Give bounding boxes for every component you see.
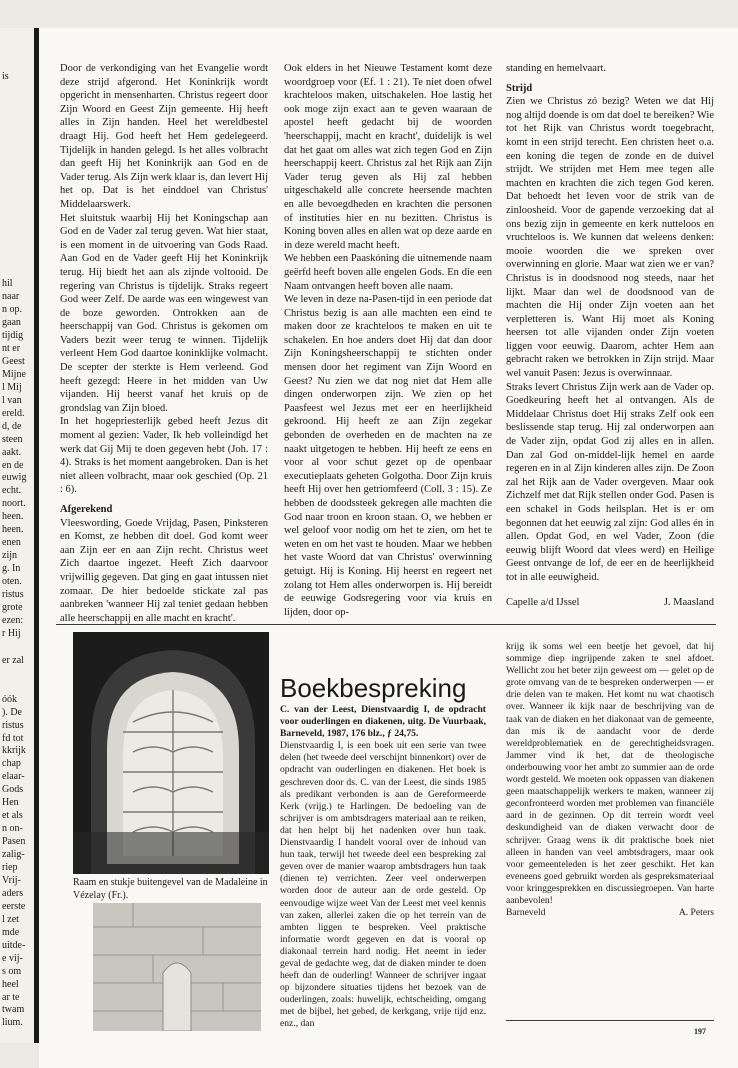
window-photo-second	[93, 903, 261, 1031]
previous-page-fragment: echt.	[2, 485, 22, 497]
paragraph: Het sluitstuk waarbij Hij het Koningschap aan God en de Vader zal terug geven. Wat hier staat, is een moment in de uitvoering van Gods Raad. Aan God en de Vader geeft Hij het Koninkrijk terug. Hij biedt het aan als zijnde voltooid. De regering van Christus is tijdelijk. Straks regeert God weer Zelf. De aarde was een wingewest van de boze geworden. Ontrokken aan de heerschappij van God. Christus is gekomen om Vaders bezit weer terug te winnen. Tijdelijk verleent Hem God daartoe koninklijke volmacht. De scepter der sterkte is Hem verleend. God heeft gezegd: Heere in het midden van Uw vijanden. Hij heerst vanaf het kruis op de grondslag van Zijn bloed.	[60, 212, 268, 414]
previous-page-fragment: d, de	[2, 420, 22, 432]
previous-page-fragment: grote	[2, 601, 23, 613]
paragraph: Vleeswording, Goede Vrijdag, Pasen, Pinksteren en Komst, ze hebben dit doel. God komt weer aan Zijn eer en aan Zijn recht. Christus weet Zich daartoe ingezet. Heeft Zich daarvoor vrijwillig gegeven. Dat ging en gaat intussen niet zomaar. De hier bedoelde stickate zal pas aanbreken 'wanneer Hij zal teniet gedaan hebben alle heerschappij en alle macht en kracht'.	[60, 517, 268, 624]
previous-page-fragment: uitde-	[2, 939, 26, 951]
previous-page-fragment: óók	[2, 693, 17, 705]
previous-page-fragment: Pasen	[2, 836, 26, 848]
review-citation: C. van der Leest, Dienstvaardig I, de opdracht voor ouderlingen en diakenen, uitg. De Vuurbaak, Barneveld, 1987, 176 blz., ƒ 24,75.	[280, 704, 486, 740]
review-column-2	[506, 641, 714, 919]
paragraph: Straks levert Christus Zijn werk aan de Vader op. Goedkeuring heeft het al ontvangen. Als de Middelaar Christus doet Hij straks Zelf ook een beslissende stap terug. Hij zal onderworpen aan de Vader zijn, opdat God zij alles en in allen. Dan zal God on-middel-lijk hemel en aarde regeren en in al Zijn kinderen alles zijn. De Zoon zal het Rijk aan de Vader overgeven. Maar ook Zichzelf met dat Rijk stellen onder God. Pasen is een schakel in Gods heilsplan. Het is er om begonnen dat het eeuwig zal zijn: God alles én in allen. Opdat God, en wel Vader, Zoon (die eeuwig blijft Woord dat vlees werd) en Heilige Geest ontvange de lof, de eer en de heerlijkheid tot in alle eeuwigheid.	[506, 381, 714, 583]
previous-page-fragment: ar te	[2, 991, 20, 1003]
previous-page-fragment: twam	[2, 1004, 25, 1016]
previous-page-fragment: s om	[2, 965, 22, 977]
photo-caption: Raam en stukje buitengevel van de Madaleine in Vézelay (Fr.).	[73, 877, 268, 901]
previous-page-fragment: oten.	[2, 576, 22, 588]
previous-page-fragment: enen	[2, 537, 21, 549]
previous-page-fragment: steen	[2, 433, 23, 445]
previous-page-fragment: naar	[2, 291, 20, 303]
previous-page-fragment: riep	[2, 862, 18, 873]
previous-page-fragment: Geest	[2, 355, 25, 367]
paragraph: Ook elders in het Nieuwe Testament komt deze woordgroep voor (Ef. 1 : 21). Te niet doen ofwel krachteloos maken, uitschakelen. Hoe lastig het ook moge zijn exact aan te geven waaraan de apostel heeft gedacht bij de woorden 'heerschappij, macht en kracht', duidelijk is wel dat het gaat om alles wat zich tegen God en Zijn heerschappij keert. Christus zal het Rijk aan Zijn Vader terug geven als Hij zal hebben uitgeschakeld alle concrete heersende machten en alle bevoegdheden en krachten die personen of instituties hier en nu bezitten. Christus is Koning boven alles en allen wat op deze aarde en in deze wereld macht heeft.	[284, 63, 492, 251]
previous-page-fragment: kkrijk	[2, 745, 26, 757]
previous-page-fragment: zalig-	[2, 849, 25, 861]
previous-page-fragment: aakt.	[2, 446, 22, 458]
paragraph: Zien we Christus zó bezig? Weten we dat Hij nog altijd doende is om dat doel te bereiken? Wie tot het Rijk van Christus wordt toegebracht, komt in een strijd terecht. Een christen heet o.a. een koning die tegen de zonde en de duivel strijdt. We strijden met Hem mee tegen alle machten en krachten die zich tegen God keren. Dat behoedt het leven voor de strik van de zinloosheid. Voor de gapende verzoeking dat al ons bezig zijn in gemeente en kerk nutteloos en vruchteloos is. We kunnen dat weleens denken: mooie woorden die we spreken over overwinning en glorie. Maar wat zien we er van? Christus is in doodsnood nog steeds, naar het lijkt. Maar dan wel de doodsnood van de machten die Hij onder Zijn voeten aan het verpletteren is. Want Hij moet als Koning heersen tot alle vijanden onder Zijn voeten liggen voor eeuwig. Daarom, achter Hem aan gebracht raken we betrokken in Zijn strijd. Maar wel vanuit Pasen: Jezus is overwinnaar.	[506, 96, 714, 380]
previous-page-fragment: euwig	[2, 472, 27, 484]
previous-page-fragment: ). De	[2, 706, 22, 718]
previous-page-fragment: Mijne	[2, 368, 26, 380]
paragraph: In het hogepriesterlijk gebed heeft Jezus dit moment al gezien: Vader, Ik heb volleindigd het werk dat Gij Mij te doen gegeven hebt (Joh. 17 : 4). Straks is het moment aangebroken. Dan is het niet alleen volbracht, maar ook geschied (Op. 21 : 6).	[60, 416, 268, 496]
window-illustration	[73, 632, 269, 874]
church-window-photo	[73, 632, 269, 874]
previous-page-fragment: ereld.	[2, 407, 25, 419]
signature-place: Capelle a/d IJssel	[506, 596, 580, 608]
previous-page-fragment: e vij-	[2, 952, 23, 964]
previous-page-fragment: lium.	[2, 1017, 23, 1029]
previous-page-fragment: hil	[2, 278, 13, 290]
signature-author: J. Maasland	[663, 596, 714, 608]
previous-page-fragment: Gods	[2, 784, 24, 796]
previous-page-fragment: g. In	[2, 563, 21, 575]
footer-rule	[506, 1020, 714, 1021]
review-signature-author: A. Peters	[678, 907, 714, 919]
window-detail-illustration	[93, 903, 261, 1031]
previous-page-fragment: ezen:	[2, 614, 24, 626]
article-column-2	[284, 62, 492, 619]
previous-page-fragment: l van	[2, 394, 22, 406]
section-divider	[56, 624, 716, 625]
previous-page-fragment: ristus	[2, 719, 24, 731]
article-signature	[506, 596, 714, 610]
page-number: 197	[694, 1027, 706, 1036]
previous-page-fragment: eerste	[2, 900, 26, 912]
previous-page-fragment: heen.	[2, 511, 24, 523]
previous-page-fragment: Hen	[2, 797, 19, 809]
previous-page-fragment: nt er	[2, 342, 21, 354]
previous-page-fragment: r Hij	[2, 627, 21, 639]
previous-page-fragment: gaan	[2, 317, 21, 329]
previous-page-fragment: er zal	[2, 654, 24, 666]
previous-page-edge	[0, 28, 34, 1043]
previous-page-fragment: is	[2, 71, 9, 82]
previous-page-fragment: elaar-	[2, 771, 25, 783]
previous-page-fragment: en de	[2, 459, 24, 471]
paragraph: We hebben een Paaskóning die uitnemende naam geërfd heeft boven alle engelen Gods. En die een Naam ontvangen heeft boven alle naam.	[284, 253, 492, 292]
previous-page-fragment: tijdig	[2, 330, 24, 341]
previous-page-fragment: ristus	[2, 589, 24, 600]
review-body: Dienstvaardig I, is een boek uit een serie van twee delen (het tweede deel verschijnt binnenkort) over de opdracht van ouderlingen en diakenen. Het boek is geschreven door ds. C. van der Leest, die sinds 1985 als predikant verbonden is aan de Gereformeerde Kerk (vrijg.) te Harlingen. De bedoeling van de schrijver is om ambtsdragers materiaal aan te reiken, dat hen helpt bij het nadenken over hun taak. Dienstvaardig I handelt vooral over de inhoud van hun taak, terwijl het tweede deel een bespreking zal geven over de manier waarop ambtsdragers hun taak (dienen te) verrichten. Zeer veel onderwerpen worden door de auteur aan de orde gesteld. Op eenvoudige wijze weet Van der Leest met veel kennis van zaken, allerlei zaken die op het terrein van de ambten liggen te bespreken. Veel praktische informatie wordt gegeven en dat is vooral op diakonaal terrein hard nodig. Het neemt in ieder geval de gedachte weg, dat de diaken minder te doen heeft dan de ouderling! Wanneer de schrijver ingaat op bijzondere situaties tijdens het bezoek van de ouderlingen, zoals: huwelijk, echtscheiding, omgang met de bijbel, het gebed, de kerkgang, vrije tijd enz. enz., dan	[280, 740, 486, 1030]
previous-page-fragment: n op.	[2, 304, 22, 316]
section-heading: Afgerekend	[60, 504, 113, 515]
paragraph: Door de verkondiging van het Evangelie wordt deze strijd afgerond. Het Koninkrijk wordt opgericht in mensenharten. Christus regeert door Zijn Woord en Geest Zijn gemeente. Hij heeft alles in Zijn handen. Heel het wereldbestel draagt Hij. God heeft het Hem gedelegeerd. Tijdelijk in handen gelegd. Is het alles volbracht dan geeft Hij het Koninkrijk aan God en de Vader terug. Als Zijn werk klaar is, dan levert Hij het op. Dat is het einddoel van Christus' Middelaarswerk.	[60, 63, 268, 210]
previous-page-fragment: mde	[2, 926, 20, 938]
article-column-1	[60, 62, 268, 625]
previous-page-fragment: l zet	[2, 913, 19, 925]
previous-page-fragment: Vrij-	[2, 874, 21, 886]
previous-page-fragment: fd tot	[2, 732, 24, 744]
section-heading: Strijd	[506, 82, 533, 94]
previous-page-fragment: n on-	[2, 823, 23, 835]
review-body: krijg ik soms wel een beetje het gevoel, dat hij sommige diep ingrijpende zaken te snel afdoet. Wellicht zou het beter zijn geweest om — gelet op de grote omvang van de te bespreken onderwerpen — er drie delen van te maken. Het komt nu wat chaotisch over. Wanneer ik kijk naar de beschrijving van de taak van de diaken en het diakonaat van de gemeente, dan mis ik de aandacht voor de derde wereldproblematiek en de gerechtigheidsvragen. Jammer vind ik het, dat de theologische onderbouwing voor het ambt zo summier aan de orde wordt gesteld. We moeten ook oppassen van diakenen geen maatschappelijk werkers te maken, wanneer zij geconfronteerd worden met problemen van financiële aard in de gezinnen. Op dit terrein wordt veel deskundigheid van de diaken verwacht door de schrijver. Graag wens ik dit praktische boek niet alleen in handen van veel ambtsdragers, maar ook voor gemeenteleden is het zeer geschikt. Het kan eveneens goed gebruikt worden als gespreksmateriaal voor kringgesprekken en discussiegroepen. Van harte aanbevolen!	[506, 641, 714, 906]
review-signature	[506, 907, 714, 919]
article-column-3	[506, 62, 714, 609]
paragraph: We leven in deze na-Pasen-tijd in een periode dat Christus bezig is aan alle machten een eind te maken door ze krachteloos te maken en uit te schakelen. En hoe anders doet Hij dat dan door Zijn Koningsheerschappij te stichten onder mensen door het regiment van Zijn Woord en Geest? Nu zien we dat nog niet dat Hem alle dingen onderworpen zijn. We zien op het Paasfeest wel Jezus met eer en heerlijkheid gekroond. Hij heeft ze aan Zijn zegekar gebonden de overheden en de machten na ze naakt uitgetogen te hebben. Hij heeft ze eens en voor al voor schut gezet op de openbaar executieplaats geheten Golgotha. Door Zijn kruis heeft Hij over hen getriomfeerd (Coll. 3 : 15). Ze hebben de doodssteek gekregen alle machten die God naar troon en kroon staan. O, we hebben er wel geloof voor nodig om het te zien, om het te weten en om het vast te houden. Maar we hebben het vaste Woord dat van Christus' overwinning getuigt. Hij is Koning. Hij heerst en regeert net zolang tot Hem alles onderworpen is. Hij bereidt de eeuwige Godsregering voor via kruis en lijden, door op-	[284, 294, 492, 618]
review-heading: Boekbespreking	[280, 673, 467, 703]
paragraph: standing en hemelvaart.	[506, 63, 607, 74]
previous-page-fragment: aders	[2, 887, 24, 899]
previous-page-fragment: noort.	[2, 498, 26, 510]
previous-page-fragment: l Mij	[2, 381, 22, 393]
previous-page-fragment: chap	[2, 758, 21, 770]
previous-page-fragment: et als	[2, 810, 23, 822]
review-signature-place: Barneveld	[506, 907, 546, 919]
review-column-1	[280, 704, 486, 1031]
previous-page-fragment: heen.	[2, 524, 24, 536]
previous-page-fragment: heel	[2, 978, 19, 990]
previous-page-fragment: zijn	[2, 550, 17, 562]
